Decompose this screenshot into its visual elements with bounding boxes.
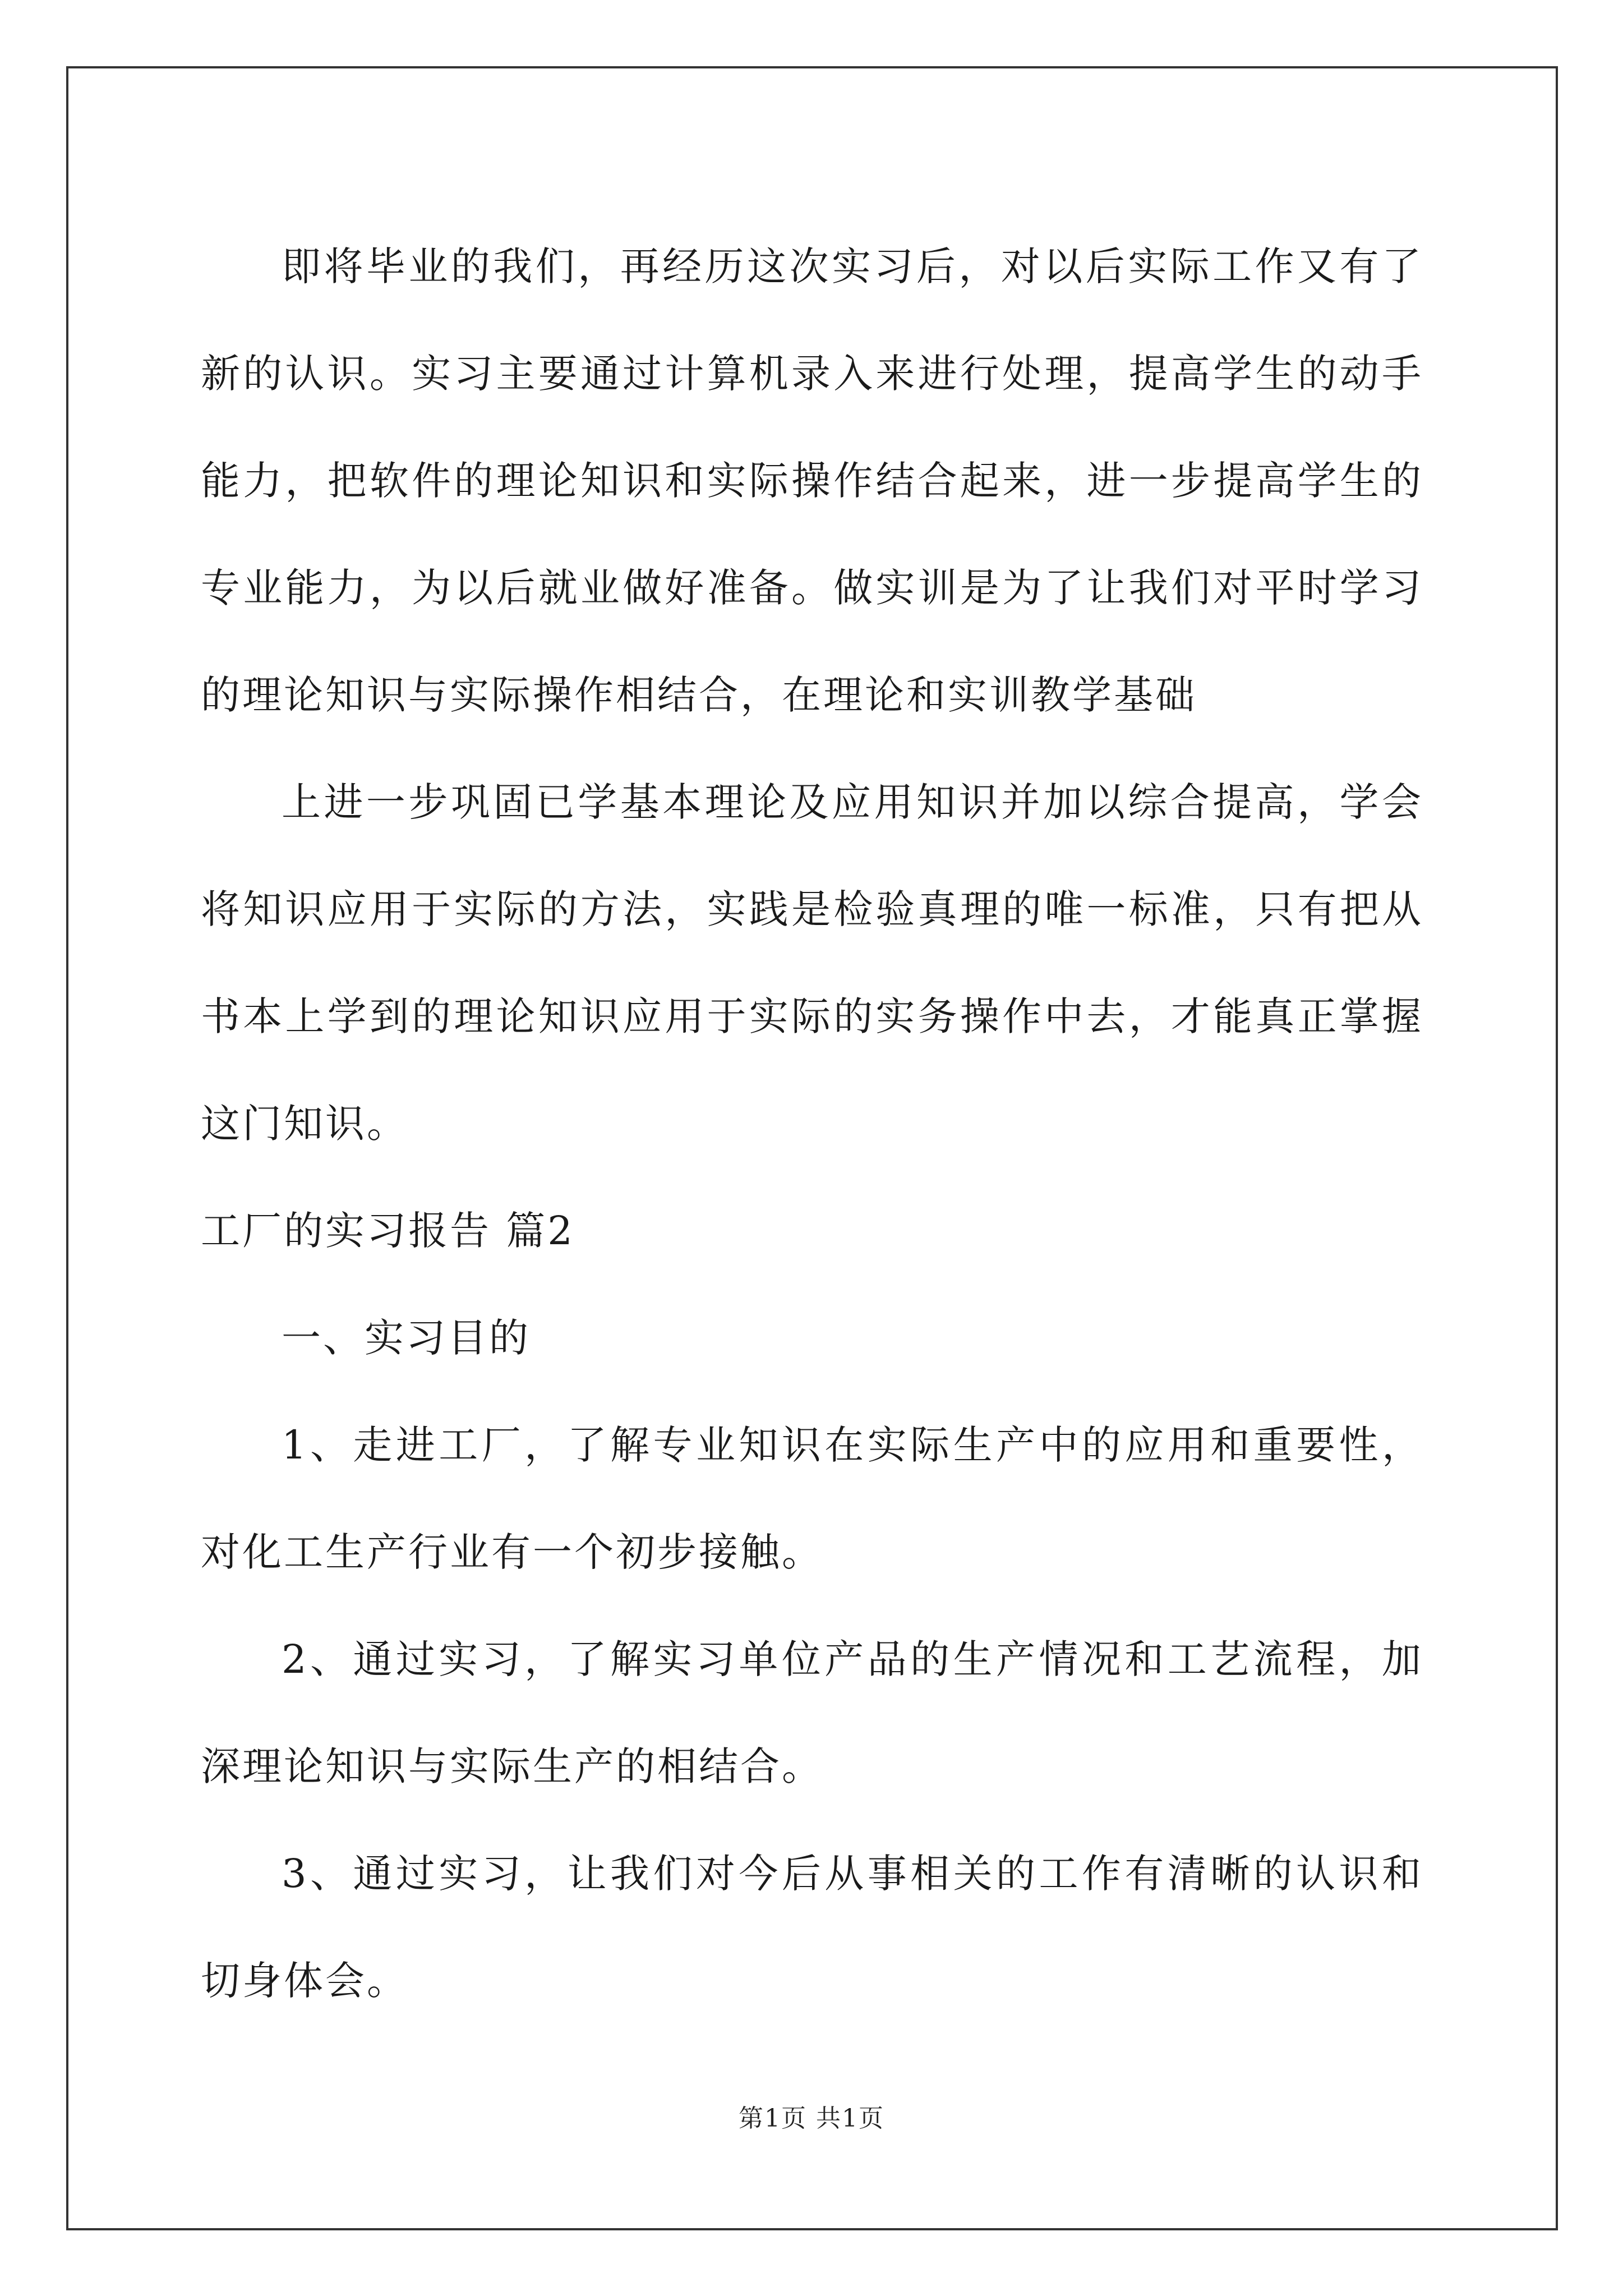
paragraph-knowledge-application: 上进一步巩固已学基本理论及应用知识并加以综合提高，学会将知识应用于实际的方法，实践是检验真理的唯一标准，只有把从书本上学到的理论知识应用于实际的实务操作中去，才能真正掌握这门知识。 <box>201 779 1423 1147</box>
list-item-3: 3、通过实习，让我们对今后从事相关的工作有清晰的认识和切身体会。 <box>201 1851 1423 2004</box>
page-footer: 第1页 共1页 <box>739 2104 884 2133</box>
subheading-internship-purpose: 一、实习目的 <box>282 1315 531 1361</box>
paragraph-internship-reflection: 即将毕业的我们，再经历这次实习后，对以后实际工作又有了新的认识。实习主要通过计算机录入来进行处理，提高学生的动手能力，把软件的理论知识和实际操作结合起来，进一步提高学生的专业能力，为以后就业做好准备。做实训是为了让我们对平时学习的理论知识与实际操作相结合，在理论和实训教学基础 <box>201 243 1423 718</box>
document-body <box>201 213 1423 2035</box>
list-item-1: 1、走进工厂，了解专业知识在实际生产中的应用和重要性，对化工生产行业有一个初步接触。 <box>201 1422 1423 1575</box>
list-item-2: 2、通过实习，了解实习单位产品的生产情况和工艺流程，加深理论知识与实际生产的相结合。 <box>201 1636 1423 1789</box>
section-title: 工厂的实习报告 篇2 <box>201 1208 575 1254</box>
